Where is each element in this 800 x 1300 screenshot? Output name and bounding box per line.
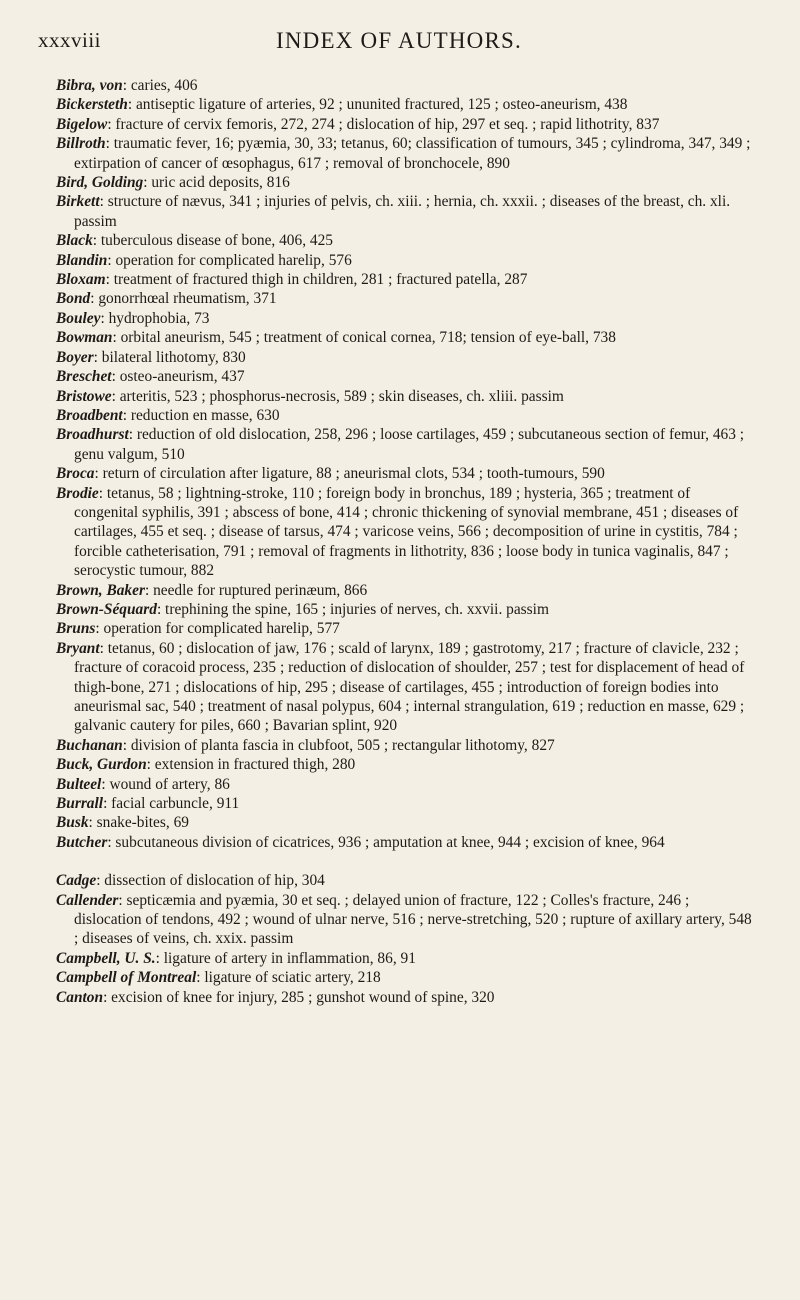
author-name: Boyer bbox=[56, 348, 94, 366]
entry-references: : operation for complicated harelip, 576 bbox=[107, 251, 352, 269]
author-name: Campbell, U. S. bbox=[56, 949, 156, 967]
author-index-list bbox=[56, 76, 758, 1007]
author-name: Bristowe bbox=[56, 387, 112, 405]
entry-references: : uric acid deposits, 816 bbox=[143, 174, 290, 192]
index-entry bbox=[56, 406, 758, 425]
author-name: Bloxam bbox=[56, 271, 106, 289]
entry-references: : tetanus, 58 ; lightning-stroke, 110 ; foreign body in bronchus, 189 ; hysteria, 365 ; treatment of congenital syphilis, 391 ; abscess of bone, 414 ; chronic thickening of synovial membrane, 451 ; diseases of cartilages, 455 et seq. ; disease of tarsus, 474 ; varicose veins, 566 ; decomposition of urine in cystitis, 784 ; forcible catheterisation, 791 ; removal of fragments in lithotrity, 836 ; loose body in tunica vaginalis, 847 ; serocystic tumour, 882 bbox=[74, 484, 739, 580]
index-entry bbox=[56, 309, 758, 328]
entry-references: : bilateral lithotomy, 830 bbox=[93, 348, 246, 366]
author-name: Callender bbox=[56, 891, 119, 909]
entry-references: : structure of nævus, 341 ; injuries of pelvis, ch. xiii. ; hernia, ch. xxxii. ; diseases of the breast, ch. xli. passim bbox=[74, 193, 731, 230]
entry-references: : septicæmia and pyæmia, 30 et seq. ; delayed union of fracture, 122 ; Colles's fracture, 246 ; dislocation of tendons, 492 ; wound of ulnar nerve, 516 ; nerve-stretching, 520 ; rupture of axillary artery, 548 ; diseases of veins, ch. xxix. passim bbox=[74, 891, 752, 948]
entry-references: : snake-bites, 69 bbox=[88, 814, 189, 832]
author-name: Bruns bbox=[56, 620, 96, 638]
author-name: Bond bbox=[56, 290, 91, 308]
author-name: Bibra, von bbox=[56, 77, 123, 94]
author-name: Campbell of Montreal bbox=[56, 969, 197, 987]
author-name: Birkett bbox=[56, 193, 100, 211]
entry-references: : excision of knee for injury, 285 ; gunshot wound of spine, 320 bbox=[103, 988, 495, 1006]
entry-references: : ligature of artery in inflammation, 86, 91 bbox=[155, 949, 416, 967]
author-name: Broca bbox=[56, 465, 95, 483]
index-entry bbox=[56, 871, 758, 890]
author-name: Broadhurst bbox=[56, 426, 129, 444]
entry-references: : operation for complicated harelip, 577 bbox=[95, 620, 340, 638]
entry-references: : needle for ruptured perinæum, 866 bbox=[144, 581, 368, 599]
author-name: Bouley bbox=[56, 309, 101, 327]
index-entry bbox=[56, 173, 758, 192]
entry-references: : return of circulation after ligature, 88 ; aneurismal clots, 534 ; tooth-tumours, 590 bbox=[94, 465, 605, 483]
entry-references: : division of planta fascia in clubfoot, 505 ; rectangular lithotomy, 827 bbox=[122, 736, 555, 754]
author-name: Broadbent bbox=[56, 406, 123, 424]
author-name: Busk bbox=[56, 814, 89, 832]
index-entry bbox=[56, 134, 758, 173]
index-entry bbox=[56, 387, 758, 406]
entry-references: : trephining the spine, 165 ; injuries of nerves, ch. xxvii. passim bbox=[156, 600, 549, 618]
index-entry bbox=[56, 464, 758, 483]
entry-references: : arteritis, 523 ; phosphorus-necrosis, 589 ; skin diseases, ch. xliii. passim bbox=[111, 387, 564, 405]
index-entry bbox=[56, 192, 758, 231]
author-name: Bickersteth bbox=[56, 96, 128, 114]
author-name: Butcher bbox=[56, 833, 108, 851]
author-name: Breschet bbox=[56, 368, 112, 386]
index-entry bbox=[56, 755, 758, 774]
index-entry bbox=[56, 736, 758, 755]
author-name: Bowman bbox=[56, 329, 113, 347]
entry-references: : reduction of old dislocation, 258, 296 ; loose cartilages, 459 ; subcutaneous section of femur, 463 ; genu valgum, 510 bbox=[74, 426, 745, 463]
page-number: xxxviii bbox=[38, 28, 102, 52]
entry-references: : tetanus, 60 ; dislocation of jaw, 176 ; scald of larynx, 189 ; gastrotomy, 217 ; fracture of clavicle, 232 ; fracture of coracoid process, 235 ; reduction of dislocation of shoulder, 257 ; test for displacement of head of thigh-bone, 271 ; dislocations of hip, 295 ; disease of cartilages, 455 ; introduction of foreign bodies into aneurismal sac, 540 ; treatment of nasal polypus, 604 ; internal strangulation, 619 ; reduction en masse, 629 ; galvanic cautery for piles, 660 ; Bavarian splint, 920 bbox=[74, 639, 745, 735]
index-entry bbox=[56, 794, 758, 813]
entry-references: : osteo-aneurism, 437 bbox=[111, 368, 245, 386]
running-title: INDEX OF AUTHORS. bbox=[276, 28, 522, 53]
entry-references: : facial carbuncle, 911 bbox=[103, 795, 240, 813]
author-name: Bird, Golding bbox=[56, 174, 144, 192]
entry-references: : antiseptic ligature of arteries, 92 ; ununited fractured, 125 ; osteo-aneurism, 438 bbox=[127, 96, 628, 114]
author-name: Billroth bbox=[56, 135, 106, 153]
index-entry bbox=[56, 95, 758, 114]
page-header bbox=[38, 28, 760, 68]
index-entry bbox=[56, 251, 758, 270]
entry-references: : caries, 406 bbox=[122, 77, 198, 94]
entry-references: : fracture of cervix femoris, 272, 274 ; dislocation of hip, 297 et seq. ; rapid lithotrity, 837 bbox=[107, 115, 660, 133]
author-name: Blandin bbox=[56, 251, 108, 269]
author-name: Bryant bbox=[56, 639, 100, 657]
index-entry bbox=[56, 619, 758, 638]
index-entry bbox=[56, 115, 758, 134]
author-name: Black bbox=[56, 232, 93, 250]
index-entry bbox=[56, 775, 758, 794]
index-entry bbox=[56, 833, 758, 852]
entry-references: : traumatic fever, 16; pyæmia, 30, 33; tetanus, 60; classification of tumours, 345 ; cylindroma, 347, 349 ; extirpation of cancer of œsophagus, 617 ; removal of bronchocele, 890 bbox=[74, 135, 751, 172]
entry-references: : gonorrhœal rheumatism, 371 bbox=[90, 290, 277, 308]
entry-references: : orbital aneurism, 545 ; treatment of conical cornea, 718; tension of eye-ball, 738 bbox=[112, 329, 616, 347]
index-entry bbox=[56, 270, 758, 289]
entry-references: : dissection of dislocation of hip, 304 bbox=[96, 872, 325, 890]
entry-references: : treatment of fractured thigh in children, 281 ; fractured patella, 287 bbox=[105, 271, 528, 289]
author-name: Canton bbox=[56, 988, 104, 1006]
author-name: Buchanan bbox=[56, 736, 123, 754]
index-entry bbox=[56, 425, 758, 464]
index-entry bbox=[56, 968, 758, 987]
index-entry bbox=[56, 600, 758, 619]
index-entry bbox=[56, 76, 758, 95]
entry-references: : extension in fractured thigh, 280 bbox=[146, 756, 356, 774]
index-entry bbox=[56, 348, 758, 367]
entry-references: : hydrophobia, 73 bbox=[100, 309, 210, 327]
entry-references: : ligature of sciatic artery, 218 bbox=[196, 969, 381, 987]
entry-references: : subcutaneous division of cicatrices, 936 ; amputation at knee, 944 ; excision of knee, 964 bbox=[107, 833, 665, 851]
author-name: Cadge bbox=[56, 872, 97, 890]
index-entry bbox=[56, 484, 758, 581]
index-entry bbox=[56, 289, 758, 308]
entry-references: : reduction en masse, 630 bbox=[122, 406, 280, 424]
index-entry bbox=[56, 367, 758, 386]
index-entry bbox=[56, 988, 758, 1007]
author-name: Brown-Séquard bbox=[56, 600, 157, 618]
entry-references: : tuberculous disease of bone, 406, 425 bbox=[92, 232, 333, 250]
author-name: Brown, Baker bbox=[56, 581, 145, 599]
index-entry bbox=[56, 639, 758, 736]
index-entry bbox=[56, 813, 758, 832]
index-entry bbox=[56, 891, 758, 949]
author-name: Bigelow bbox=[56, 115, 108, 133]
author-name: Buck, Gurdon bbox=[56, 756, 147, 774]
author-name: Brodie bbox=[56, 484, 99, 502]
index-entry bbox=[56, 581, 758, 600]
author-name: Burrall bbox=[56, 795, 104, 813]
entry-references: : wound of artery, 86 bbox=[101, 775, 230, 793]
index-entry bbox=[56, 231, 758, 250]
index-entry bbox=[56, 949, 758, 968]
author-name: Bulteel bbox=[56, 775, 102, 793]
index-entry bbox=[56, 328, 758, 347]
